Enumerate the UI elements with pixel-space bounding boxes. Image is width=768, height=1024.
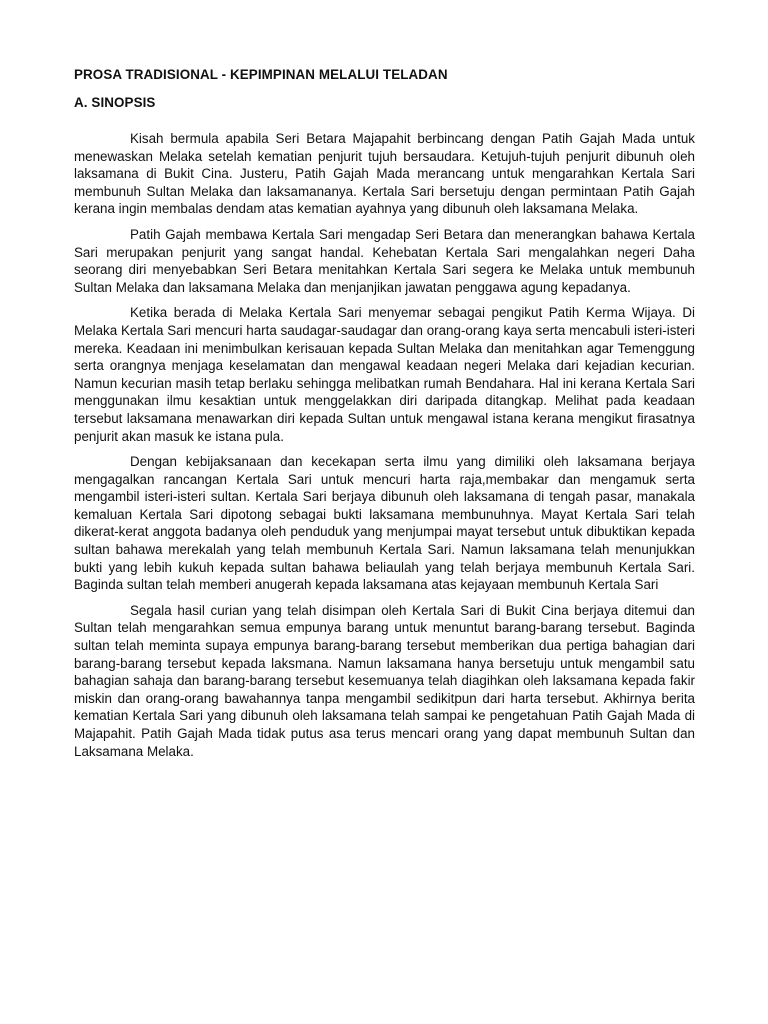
paragraph-2: Patih Gajah membawa Kertala Sari mengadap Seri Betara dan menerangkan bahawa Kertala Sari merupakan penjurit yang sangat handal. Kehebatan Kertala Sari mengalahkan negeri Daha seorang diri menyebabkan Seri Betara menitahkan Kertala Sari segera ke Melaka untuk membunuh Sultan Melaka dan laksamana Melaka dan menjanjikan jawatan penggawa agung kepadanya. (74, 226, 695, 295)
document-title: PROSA TRADISIONAL - KEPIMPINAN MELALUI TELADAN (74, 67, 448, 82)
section-heading-sinopsis: A. SINOPSIS (74, 95, 156, 110)
paragraph-5: Segala hasil curian yang telah disimpan oleh Kertala Sari di Bukit Cina berjaya ditemui dan Sultan telah mengarahkan semua empunya barang untuk menuntut barang-barang tersebut. Baginda sultan telah meminta supaya empunya barang-barang tersebut memberikan dua pertiga bahagian dari barang-barang tersebut kepada laksmana. Namun laksamana hanya bersetuju untuk mengambil satu bahagian sahaja dan barang-barang tersebut kesemuanya telah diagihkan oleh laksamana kepada fakir miskin dan orang-orang bawahannya tanpa mengambil sedikitpun dari harta tersebut. Akhirnya berita kematian Kertala Sari yang dibunuh oleh laksamana telah sampai ke pengetahuan Patih Gajah Mada di Majapahit. Patih Gajah Mada tidak putus asa terus mencari orang yang dapat membunuh Sultan dan Laksamana Melaka. (74, 602, 695, 759)
paragraph-3: Ketika berada di Melaka Kertala Sari menyemar sebagai pengikut Patih Kerma Wijaya. Di Melaka Kertala Sari mencuri harta saudagar-saudagar dan orang-orang kaya serta mencabuli isteri-isteri mereka. Keadaan ini menimbulkan kerisauan kepada Sultan Melaka dan menitahkan agar Temenggung serta orangnya menjaga keselamatan dan mengawal keadaan negeri Melaka dari kejadian kecurian. Namun kecurian masih tetap berlaku sehingga melibatkan rumah Bendahara. Hal ini kerana Kertala Sari menggunakan ilmu kesaktian untuk menggelakkan diri daripada ditangkap. Melihat pada keadaan tersebut laksamana menawarkan diri kepada Sultan untuk mengawal istana kerana mengikut firasatnya penjurit akan masuk ke istana pula. (74, 305, 695, 444)
paragraph-4: Dengan kebijaksanaan dan kecekapan serta ilmu yang dimiliki oleh laksamana berjaya mengagalkan rancangan Kertala Sari untuk mencuri harta raja,membakar dan mengamuk serta mengambil isteri-isteri sultan. Kertala Sari berjaya dibunuh oleh laksamana di tengah pasar, manakala kemaluan Kertala Sari dipotong sebagai bukti laksamana membunuhnya. Mayat Kertala Sari telah dikerat-kerat anggota badanya oleh penduduk yang menjumpai mayat tersebut untuk dibuktikan kepada sultan bahawa merekalah yang telah membunuh Kertala Sari. Namun laksamana telah menunjukkan bukti yang lebih kukuh kepada sultan bahawa beliaulah yang telah berjaya membunuh Kertala Sari. Baginda sultan telah memberi anugerah kepada laksamana atas kejayaan membunuh Kertala Sari (74, 454, 695, 593)
paragraph-1: Kisah bermula apabila Seri Betara Majapahit berbincang dengan Patih Gajah Mada untuk menewaskan Melaka setelah kematian penjurit tujuh bersaudara. Ketujuh-tujuh penjurit dibunuh oleh laksamana di Bukit Cina. Justeru, Patih Gajah Mada merancang untuk mengarahkan Kertala Sari membunuh Sultan Melaka dan laksamananya. Kertala Sari bersetuju dengan permintaan Patih Gajah kerana ingin membalas dendam atas kematian ayahnya yang dibunuh oleh laksamana Melaka. (74, 131, 695, 217)
document-body (74, 66, 695, 768)
